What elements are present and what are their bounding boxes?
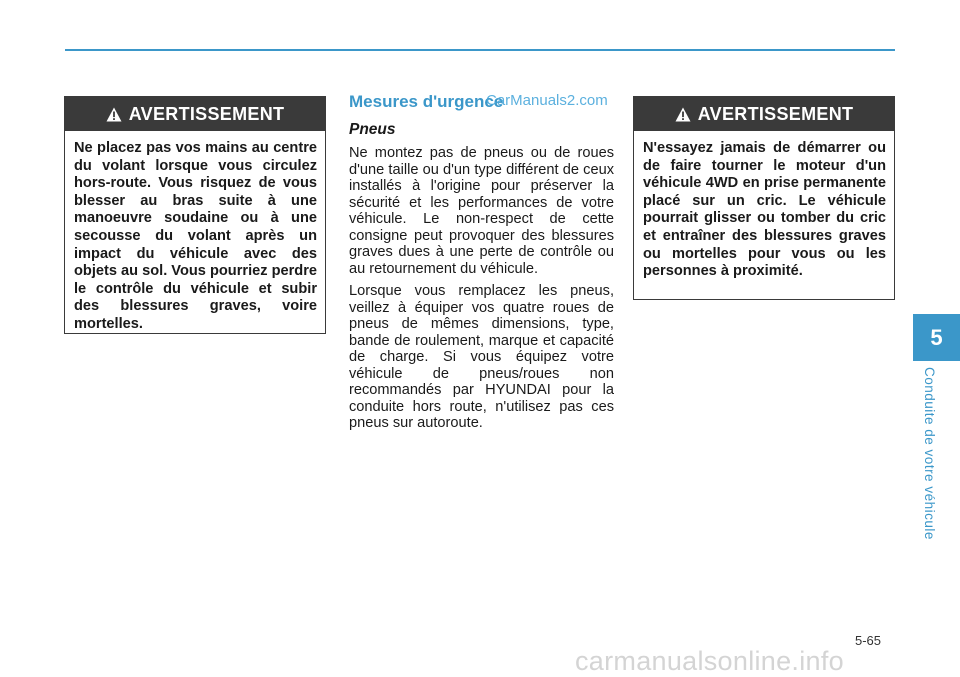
page-number: 5-65 [855, 633, 882, 648]
section-title-text: Mesures d'urgence [349, 92, 504, 111]
header-watermark[interactable]: CarManuals2.com [486, 92, 608, 109]
chapter-tab[interactable]: 5 [913, 314, 960, 361]
warning-text: Ne placez pas vos mains au centre du volant lorsque vous circulez hors-route. Vous risquez de vous blesser au bras suite à une manoeuvre soudaine ou à une secousse du volant après un impact du véhicule avec des objets au sol. Vous pourriez perdre le contrôle du véhicule et subir des blessures graves, voire mortelles. [74, 140, 318, 332]
warning-header [65, 97, 325, 131]
warning-header [634, 97, 894, 131]
subsection-title: Pneus [349, 121, 396, 138]
chapter-title: Conduite de votre véhicule [922, 367, 937, 540]
warning-triangle-icon [675, 107, 691, 122]
warning-triangle-icon [106, 107, 122, 122]
paragraph: Lorsque vous remplacez les pneus, veillez à équiper vos quatre roues de pneus de mêmes dimensions, type, bande de roulement, marque et capacité de charge. Si vous équipez votre véhicule de pneus/roues non recommandés par HYUNDAI pour la conduite hors route, n'utilisez pas ces pneus sur autoroute. [349, 283, 614, 431]
warning-text: N'essayez jamais de démarrer ou de faire tourner le moteur d'un véhicule 4WD en prise permanente placé sur un cric. Le véhicule pourrait glisser ou tomber du cric et entraîner des blessures graves ou mortelles pour vous ou les personnes à proximité. [643, 140, 886, 280]
warning-box-left [64, 96, 326, 334]
paragraph: Ne montez pas de pneus ou de roues d'une taille ou d'un type différent de ceux installés à l'origine pour préserver la sécurité et les performances de votre véhicule. Le non-respect de cette consigne peut provoquer des blessures graves dues à une perte de contrôle ou au retournement du véhicule. [349, 145, 614, 277]
warning-title: AVERTISSEMENT [697, 103, 854, 124]
warning-box-right [633, 96, 895, 300]
section-title [349, 92, 614, 112]
warning-title: AVERTISSEMENT [128, 103, 285, 124]
footer-watermark[interactable]: carmanualsonline.info [575, 646, 844, 676]
top-rule [65, 49, 895, 51]
main-column [349, 92, 614, 438]
